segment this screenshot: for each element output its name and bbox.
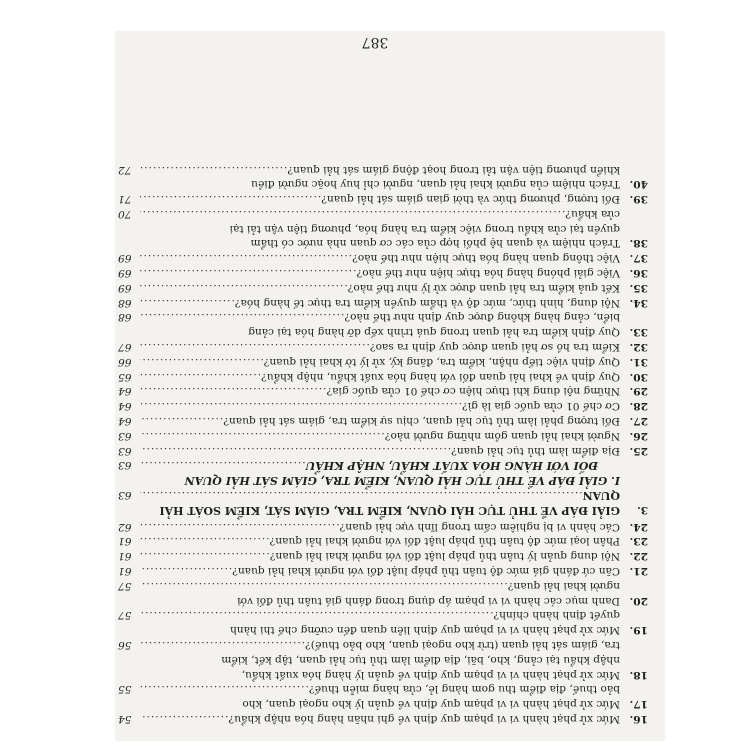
dot-leader: [140, 206, 565, 221]
entry-page: 63: [118, 429, 132, 442]
entry-page: 54: [118, 713, 132, 725]
toc-entry: [118, 384, 648, 399]
toc-entry: [118, 637, 648, 681]
entry-number: 25.: [629, 444, 648, 457]
entry-page: 61: [118, 535, 132, 548]
entry-number: 19.: [629, 624, 648, 637]
entry-number: 21.: [629, 565, 648, 578]
entry-page: 69: [118, 252, 132, 265]
entry-text: người khai hải quan?: [507, 579, 620, 592]
toc-entry: [118, 339, 648, 354]
toc-entry: [118, 295, 648, 310]
dot-leader: [140, 637, 305, 652]
dot-leader: [140, 428, 385, 443]
dot-leader: [140, 280, 348, 295]
toc-entry: [118, 534, 648, 549]
toc-entry: [118, 443, 648, 458]
entry-number: 37.: [629, 252, 648, 265]
entry-page: 56: [118, 639, 132, 652]
dot-leader: [140, 487, 583, 502]
entry-text: quyền tại cửa khẩu trong việc kiểm tra hàng hóa, phương tiện vận tải tại: [229, 222, 620, 235]
dot-leader: [140, 191, 321, 206]
entry-page: 67: [118, 341, 132, 354]
entry-number: 32.: [629, 341, 648, 354]
dot-leader: [140, 384, 327, 399]
toc-entry: [118, 608, 648, 638]
toc-entry: [118, 428, 648, 443]
entry-page: 63: [118, 444, 132, 457]
entry-text: Kết quả kiểm tra hải quan được xử lý như thế nào?: [347, 281, 620, 294]
entry-text: Địa điểm làm thủ tục hải quan?: [451, 444, 620, 457]
entry-number: 23.: [629, 535, 648, 548]
entry-text: Những nội dung khi thực hiện cơ chế 01 cửa quốc gia?: [326, 385, 620, 398]
entry-number: 40.: [629, 178, 648, 191]
entry-number: 16.: [629, 713, 648, 725]
entry-text: Mức xử phạt hành vi vi phạm quy định về quản lý kho ngoại quan, kho: [242, 698, 620, 711]
entry-page: 71: [118, 193, 132, 206]
entry-page: 72: [118, 163, 132, 176]
entry-text: Việc thông quan hàng hóa thực hiện như thế nào?: [352, 252, 620, 265]
entry-text: Căn cứ đánh giá mức độ tuân thủ pháp luật đối với người khai hải quan?: [232, 565, 620, 578]
entry-text: Người khai hải quan gồm những người nào?: [384, 429, 620, 442]
entry-text: Các hành vi bị nghiêm cấm trong lĩnh vực hải quan?: [339, 520, 620, 533]
entry-text: bảo thuế, địa điểm thu gom hàng lẻ, cửa hàng miễn thuế?: [308, 683, 620, 696]
subsection-heading: [118, 458, 648, 488]
section-title: QUAN: [582, 489, 620, 503]
entry-text: Việc giải phóng hàng hóa thực hiện như thế nào?: [356, 267, 620, 280]
dot-leader: [140, 534, 270, 549]
entry-number: 31.: [629, 355, 648, 368]
entry-number: 27.: [629, 415, 648, 428]
entry-text: biển, cảng hàng không được quy định như thế nào?: [344, 311, 620, 324]
subsection-page: 63: [118, 459, 132, 472]
toc-entry: [118, 280, 648, 295]
entry-page: 62: [118, 520, 132, 533]
entry-page: 65: [118, 370, 132, 383]
entry-page: 64: [118, 385, 132, 398]
entry-page: 57: [118, 579, 132, 592]
dot-leader: [140, 608, 493, 623]
entry-text: Quy định kiểm tra hải quan trong quá trình xếp dỡ hàng hóa tại cảng: [248, 326, 620, 339]
toc-entry: [118, 162, 648, 192]
dot-leader: [140, 413, 223, 428]
entry-text: Đối tượng, phương thức và thời gian giám sát hải quan?: [321, 193, 620, 206]
entry-text: khiển phương tiện vận tải trong hoạt động giám sát hải quan?: [287, 163, 620, 176]
entry-page: 69: [118, 281, 132, 294]
entry-text: Mức xử phạt hành vi vi phạm quy định về ghi nhãn hàng hóa nhập khẩu?: [228, 713, 620, 725]
dot-leader: [140, 162, 287, 177]
dot-leader: [140, 682, 309, 697]
entry-number: 35.: [629, 281, 648, 294]
entry-page: 55: [118, 683, 132, 696]
toc-entry: [118, 191, 648, 206]
entry-text: cửa khẩu?: [565, 207, 620, 220]
dot-leader: [140, 443, 451, 458]
entry-page: 64: [118, 400, 132, 413]
section-heading: [118, 487, 648, 517]
entry-text: Mức xử phạt hành vi vi phạm quy định về quản lý hàng hóa xuất khẩu,: [241, 668, 620, 681]
entry-number: 30.: [629, 370, 648, 383]
entry-page: 70: [118, 207, 132, 220]
entry-text: Mức xử phạt hành vi vi phạm quy định liên quan đến cưỡng chế thi hành: [230, 624, 620, 637]
entry-text: Phân loại mức độ tuân thủ pháp luật đối với người khai hải quan?: [269, 535, 620, 548]
dot-leader: [140, 251, 352, 266]
entry-text: Quy định về khai hải quan đối với hàng hóa xuất khẩu, nhập khẩu?: [261, 370, 620, 383]
entry-text: Nội dung, hình thức, mức độ và thẩm quyền kiểm tra thực tế hàng hóa?: [234, 296, 620, 309]
entry-page: 68: [118, 311, 132, 324]
section-page: 63: [118, 489, 132, 502]
entry-number: 24.: [629, 520, 648, 533]
entry-number: 17.: [629, 698, 648, 711]
entry-text: Nội dung quản lý tuân thủ pháp luật đối với người khai hải quan?: [269, 550, 620, 563]
entry-number: 33.: [629, 326, 648, 339]
entry-page: 69: [118, 267, 132, 280]
section-number: 3.: [637, 503, 648, 516]
entry-text: Trách nhiệm của người khai hải quan, người chỉ huy hoặc người điều: [251, 178, 620, 191]
toc-entry: [118, 711, 648, 726]
entry-page: 61: [118, 550, 132, 563]
table-of-contents: [118, 162, 648, 726]
dot-leader: [140, 310, 344, 325]
toc-entry: [118, 413, 648, 428]
entry-number: 36.: [629, 267, 648, 280]
entry-number: 18.: [629, 668, 648, 681]
entry-number: 20.: [629, 594, 648, 607]
dot-leader: [140, 354, 264, 369]
toc-entry: [118, 563, 648, 578]
entry-text: Cơ chế 01 cửa quốc gia là gì?: [462, 400, 620, 413]
toc-entry: [118, 369, 648, 384]
subsection-title: I. GIẢI ĐÁP VỀ THỦ TỤC HẢI QUAN, KIỂM TRA, GIÁM SÁT HẢI QUAN: [184, 474, 620, 488]
dot-leader: [140, 339, 370, 354]
toc-entry: [118, 682, 648, 712]
dot-leader: [140, 398, 462, 413]
toc-entry: [118, 265, 648, 280]
entry-text: nhập khẩu tại cảng, kho, bãi, địa điểm làm thủ tục hải quan, tập kết, kiểm: [221, 653, 620, 666]
toc-entry: [118, 548, 648, 563]
dot-leader: [140, 265, 357, 280]
page-number: 387: [361, 34, 389, 50]
dot-leader: [140, 369, 261, 384]
entry-number: 39.: [629, 193, 648, 206]
entry-text: Trách nhiệm và quan hệ phối hợp của các cơ quan nhà nước có thẩm: [250, 237, 620, 250]
entry-page: 61: [118, 565, 132, 578]
toc-entry: [118, 206, 648, 250]
entry-text: Danh mục các hành vi vi phạm áp dụng trong đánh giá tuân thủ đối với: [237, 594, 620, 607]
entry-page: 68: [118, 296, 132, 309]
dot-leader: [140, 548, 270, 563]
entry-number: 26.: [629, 429, 648, 442]
dot-leader: [140, 711, 228, 726]
entry-text: quyết định hành chính?: [493, 609, 620, 622]
entry-text: tra, giám sát hải quan (trừ kho ngoại quan, kho bảo thuế)?: [305, 639, 620, 652]
toc-entry: [118, 578, 648, 608]
dot-leader: [140, 295, 235, 310]
toc-entry: [118, 310, 648, 340]
subsection-title: ĐỐI VỚI HÀNG HÓA XUẤT KHẨU, NHẬP KHẨU: [305, 459, 598, 473]
section-title: GIẢI ĐÁP VỀ THỦ TỤC HẢI QUAN, KIỂM TRA, GIÁM SÁT, KIỂM SOÁT HẢI: [159, 503, 620, 517]
entry-number: 34.: [629, 296, 648, 309]
dot-leader: [140, 578, 508, 593]
entry-text: Đối tượng phải làm thủ tục hải quan, chịu sự kiểm tra, giám sát hải quan?: [223, 415, 620, 428]
entry-number: 38.: [629, 237, 648, 250]
entry-number: 29.: [629, 385, 648, 398]
toc-entry: [118, 398, 648, 413]
toc-entry: [118, 251, 648, 266]
dot-leader: [140, 563, 232, 578]
entry-number: 22.: [629, 550, 648, 563]
entry-number: 28.: [629, 400, 648, 413]
dot-leader: [140, 458, 306, 473]
toc-entry: [118, 354, 648, 369]
toc-entry: [118, 519, 648, 534]
entry-text: Kiểm tra hồ sơ hải quan được quy định ra sao?: [369, 341, 620, 354]
dot-leader: [140, 519, 340, 534]
entry-text: Quy định việc tiếp nhận, kiểm tra, đăng ký, xử lý tờ khai hải quan?: [263, 355, 620, 368]
entry-page: 66: [118, 355, 132, 368]
entry-page: 64: [118, 415, 132, 428]
entry-page: 57: [118, 609, 132, 622]
